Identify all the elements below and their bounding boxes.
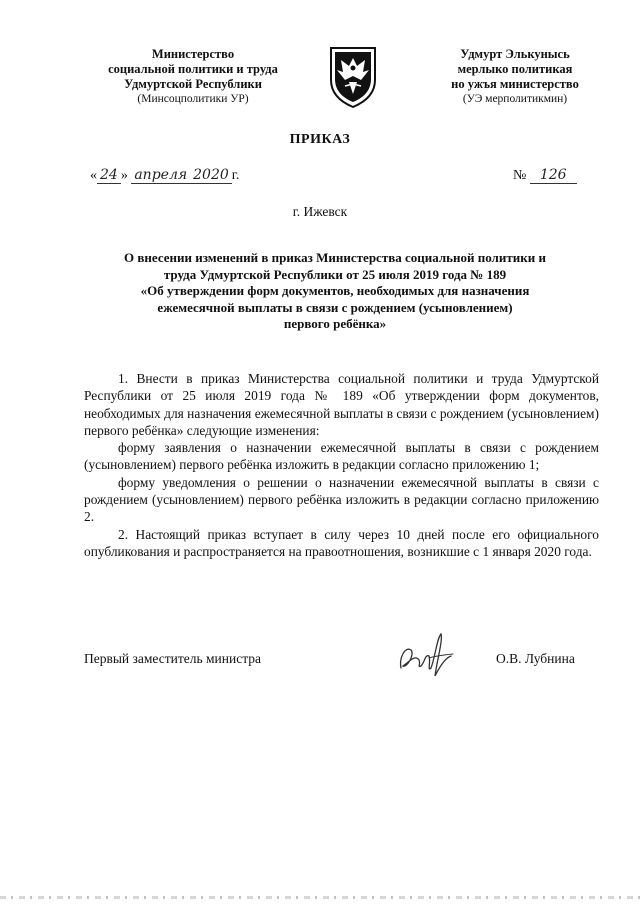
ministry-abbreviation: (Минсоцполитики УР): [137, 93, 249, 105]
date-suffix: г.: [231, 168, 240, 183]
handwritten-signature: [395, 628, 461, 684]
date-day: 24: [97, 167, 121, 184]
ministry-name-line: Удмурт Элькунысь: [460, 47, 570, 61]
body-paragraph: 2. Настоящий приказ вступает в силу через 10 дней после его официального опубликования и распространяется на правоотношения, возникшие с 1 января 2020 года.: [84, 526, 599, 559]
ministry-abbreviation: (УЭ мерполитикмин): [462, 93, 568, 105]
date-year: 2020: [190, 167, 232, 184]
date-open-quote: «: [90, 168, 97, 183]
body-paragraph: 1. Внести в приказ Министерства социальной политики и труда Удмуртской Республики от 25 июля 2019 года № 189 «Об утверждении форм документов, необходимых для назначения ежемесячной выплаты в связи с рождением (усыновлением) первого ребёнка» следующие изменения:: [84, 371, 599, 438]
ministry-name-russian: [78, 47, 308, 107]
subject-line: труда Удмуртской Республики от 25 июля 2019 года № 189: [163, 266, 507, 282]
number-value: 126: [530, 167, 577, 184]
ministry-name-udmurt: [400, 47, 630, 107]
subject-line: «Об утверждении форм документов, необходимых для назначения: [140, 283, 530, 298]
body-paragraph: форму заявления о назначении ежемесячной выплаты в связи с рождением (усыновлением) первого ребёнка изложить в редакции согласно приложению 1;: [84, 440, 599, 473]
ministry-name-line: мерлыко политикая: [457, 62, 573, 76]
body-paragraph: форму уведомления о решении о назначении ежемесячной выплаты в связи с рождением (усыновлением) первого ребёнка изложить в редакции согласно приложению 2.: [84, 474, 599, 525]
date-month: апреля: [131, 167, 190, 184]
scan-footer-artifact: [0, 896, 640, 899]
subject-line: первого ребёнка»: [283, 316, 387, 331]
order-body: [84, 370, 599, 560]
udmurt-coat-of-arms-icon: [327, 46, 379, 108]
subject-line: О внесении изменений в приказ Министерства социальной политики и: [124, 250, 546, 265]
order-subject: [80, 250, 590, 333]
date-close-quote: »: [120, 168, 128, 183]
number-label: №: [513, 168, 527, 183]
issue-city: г. Ижевск: [292, 204, 348, 219]
signer-name: О.В. Лубнина: [496, 651, 575, 666]
order-number: [513, 167, 577, 184]
ministry-name-line: социальной политики и труда: [108, 62, 278, 76]
signer-position: Первый заместитель министра: [84, 651, 262, 666]
ministry-name-line: Удмуртской Республики: [124, 77, 262, 91]
order-date: [90, 167, 239, 184]
ministry-name-line: но ужъя министерство: [451, 77, 579, 91]
document-title: ПРИКАЗ: [289, 132, 351, 147]
subject-line: ежемесячной выплаты в связи с рождением (усыновлением): [157, 299, 513, 315]
ministry-name-line: Министерство: [151, 47, 235, 61]
